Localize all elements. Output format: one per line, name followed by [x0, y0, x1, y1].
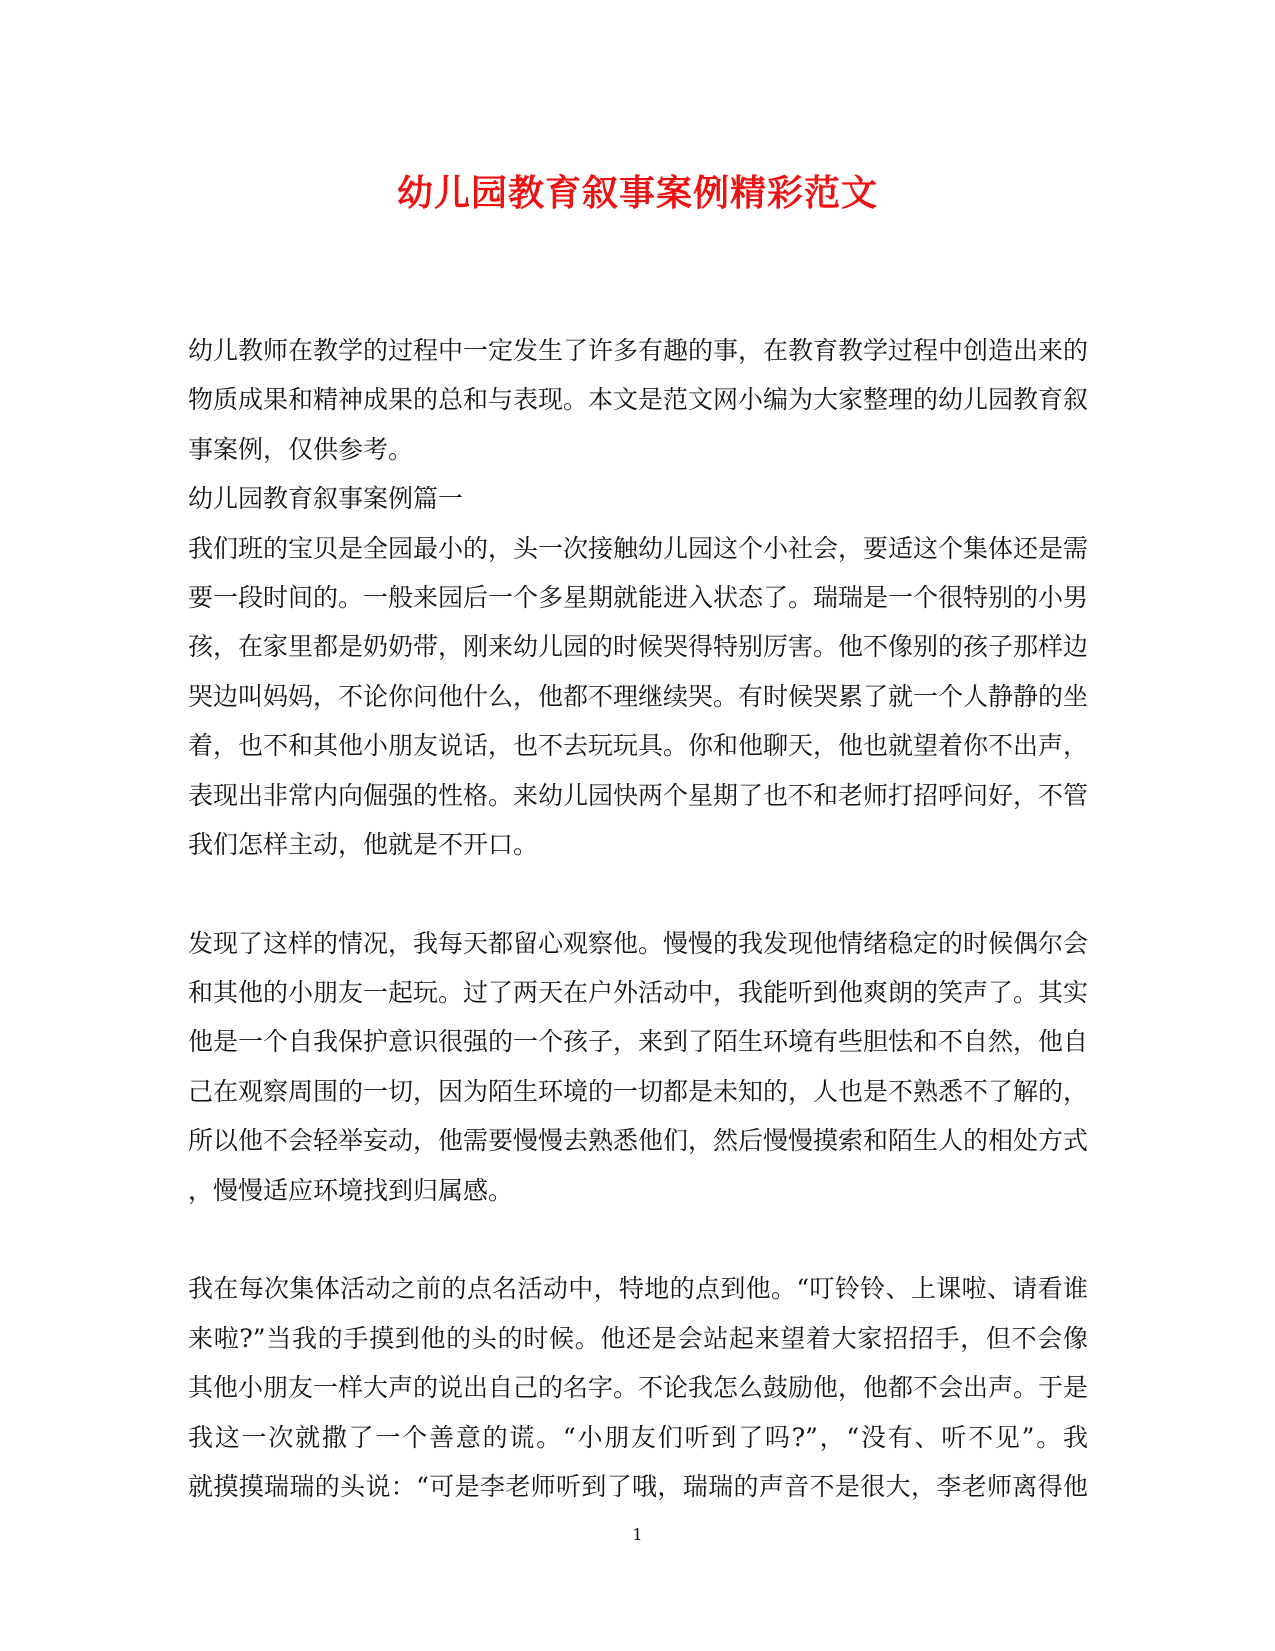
paragraph-line: 发现了这样的情况，我每天都留心观察他。慢慢的我发现他情绪稳定的时候偶尔会	[188, 928, 1089, 958]
paragraph-gap	[188, 869, 1088, 918]
paragraph-line: 他是一个自我保护意识很强的一个孩子，来到了陌生环境有些胆怯和不自然，他自	[188, 1027, 1089, 1057]
document-body	[188, 326, 1088, 1511]
paragraph-line: 要一段时间的。一般来园后一个多星期就能进入状态了。瑞瑞是一个很特别的小男	[188, 582, 1089, 612]
paragraph-line: 我在每次集体活动之前的点名活动中，特地的点到他。“叮铃铃、上课啦、请看谁	[188, 1274, 1088, 1304]
paragraph-line: 物质成果和精神成果的总和与表现。本文是范文网小编为大家整理的幼儿园教育叙	[188, 385, 1089, 415]
paragraph-gap	[188, 1215, 1088, 1264]
paragraph-line: ，慢慢适应环境找到归属感。	[188, 1175, 514, 1205]
paragraph-line: 着，也不和其他小朋友说话，也不去玩玩具。你和他聊天，他也就望着你不出声，	[188, 731, 1089, 761]
paragraph-line: 己在观察周围的一切，因为陌生环境的一切都是未知的，人也是不熟悉不了解的，	[188, 1076, 1089, 1106]
page-number: 1	[632, 1525, 643, 1544]
paragraph-line: 其他小朋友一样大声的说出自己的名字。不论我怎么鼓励他，他都不会出声。于是	[188, 1373, 1089, 1403]
section-heading: 幼儿园教育叙事案例篇一	[188, 484, 464, 514]
paragraph-line: 所以他不会轻举妄动，他需要慢慢去熟悉他们，然后慢慢摸索和陌生人的相处方式	[188, 1126, 1089, 1156]
paragraph-line: 幼儿教师在教学的过程中一定发生了许多有趣的事，在教育教学过程中创造出来的	[188, 336, 1089, 365]
paragraph-line: 我这一次就撒了一个善意的谎。“小朋友们听到了吗?”，“没有、听不见”。我	[188, 1422, 1088, 1452]
paragraph-line: 孩，在家里都是奶奶带，刚来幼儿园的时候哭得特别厉害。他不像别的孩子那样边	[188, 632, 1089, 662]
paragraph-line: 哭边叫妈妈，不论你问他什么，他都不理继续哭。有时候哭累了就一个人静静的坐	[188, 681, 1089, 711]
paragraph-line: 表现出非常内向倔强的性格。来幼儿园快两个星期了也不和老师打招呼问好，不管	[188, 780, 1089, 810]
paragraph-line: 事案例，仅供参考。	[188, 434, 414, 464]
paragraph-line: 我们班的宝贝是全园最小的，头一次接触幼儿园这个小社会，要适这个集体还是需	[188, 533, 1089, 563]
paragraph-line: 就摸摸瑞瑞的头说：“可是李老师听到了哦，瑞瑞的声音不是很大，李老师离得他	[188, 1471, 1088, 1501]
paragraph-line: 我们怎样主动，他就是不开口。	[188, 829, 539, 859]
paragraph-line: 来啦?”当我的手摸到他的头的时候。他还是会站起来望着大家招招手，但不会像	[188, 1323, 1088, 1353]
paragraph-line: 和其他的小朋友一起玩。过了两天在户外活动中，我能听到他爽朗的笑声了。其实	[188, 978, 1089, 1008]
document-title: 幼儿园教育叙事案例精彩范文	[396, 172, 878, 214]
